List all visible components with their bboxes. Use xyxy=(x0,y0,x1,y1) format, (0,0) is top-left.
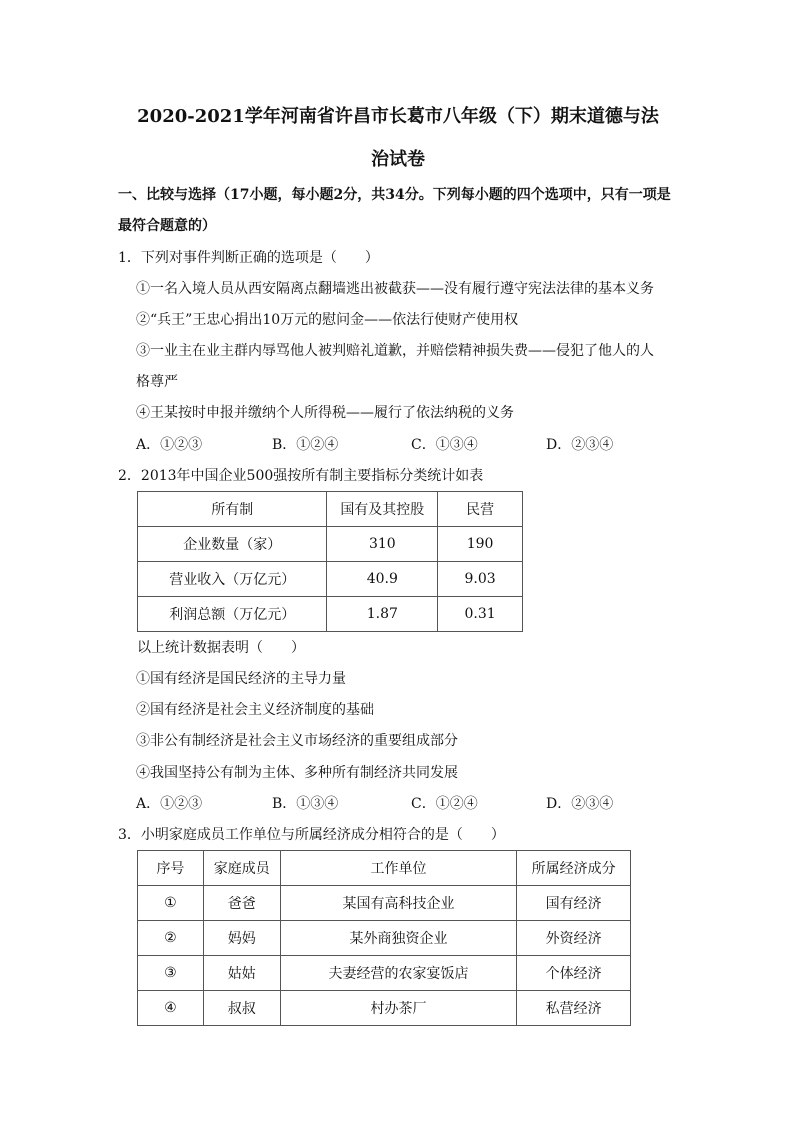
table-header-cell: 国有及其控股 xyxy=(327,492,438,527)
table-cell: 个体经济 xyxy=(517,956,631,991)
table-cell: ③ xyxy=(138,956,204,991)
table-cell: 夫妻经营的农家宴饭店 xyxy=(280,956,516,991)
table-row xyxy=(138,956,631,991)
table-cell: 0.31 xyxy=(438,597,523,632)
q3-family-table xyxy=(137,850,631,1026)
q2-option-d: D．②③④ xyxy=(546,796,614,812)
table-cell: 叔叔 xyxy=(203,991,280,1026)
q1-option-b: B．①②④ xyxy=(272,437,339,453)
table-cell: 40.9 xyxy=(327,562,438,597)
table-header-cell: 工作单位 xyxy=(280,851,516,886)
exam-title-line-1: 2020-2021学年河南省许昌市长葛市八年级（下）期末道德与法 xyxy=(137,106,659,127)
section-heading-line-2: 最符合题意的） xyxy=(118,218,216,234)
q1-option-d: D．②③④ xyxy=(546,437,614,453)
q2-item-2: ②国有经济是社会主义经济制度的基础 xyxy=(136,702,374,718)
table-cell: ① xyxy=(138,886,204,921)
table-header-cell: 所有制 xyxy=(138,492,327,527)
table-cell: 某国有高科技企业 xyxy=(280,886,516,921)
table-cell: 外资经济 xyxy=(517,921,631,956)
table-cell: 企业数量（家） xyxy=(138,527,327,562)
q1-item-3-continued: 格尊严 xyxy=(136,374,178,390)
table-cell: ④ xyxy=(138,991,204,1026)
q1-item-4: ④王某按时申报并缴纳个人所得税——履行了依法纳税的义务 xyxy=(136,405,514,421)
table-cell: 某外商独资企业 xyxy=(280,921,516,956)
q2-item-4: ④我国坚持公有制为主体、多种所有制经济共同发展 xyxy=(136,765,458,781)
table-cell: ② xyxy=(138,921,204,956)
table-cell: 村办茶厂 xyxy=(280,991,516,1026)
q2-item-3: ③非公有制经济是社会主义市场经济的重要组成部分 xyxy=(136,733,458,749)
table-cell: 私营经济 xyxy=(517,991,631,1026)
q2-prompt: 以上统计数据表明（ ） xyxy=(137,640,305,656)
q1-item-1: ①一名入境人员从西安隔离点翻墙逃出被截获——没有履行遵守宪法法律的基本义务 xyxy=(136,281,654,297)
table-cell: 190 xyxy=(438,527,523,562)
q1-stem: 1．下列对事件判断正确的选项是（ ） xyxy=(118,250,379,266)
q1-option-a: A．①②③ xyxy=(136,437,203,453)
table-row xyxy=(138,921,631,956)
q1-item-2: ②“兵王”王忠心捐出10万元的慰问金——依法行使财产使用权 xyxy=(136,312,519,328)
table-row xyxy=(138,851,631,886)
q2-option-c: C．①②④ xyxy=(411,796,478,812)
q3-stem: 3．小明家庭成员工作单位与所属经济成分相符合的是（ ） xyxy=(118,827,505,843)
table-row xyxy=(138,991,631,1026)
table-header-cell: 序号 xyxy=(138,851,204,886)
table-header-cell: 民营 xyxy=(438,492,523,527)
table-row xyxy=(138,597,523,632)
table-row xyxy=(138,562,523,597)
q2-option-a: A．①②③ xyxy=(136,796,203,812)
q2-option-b: B．①③④ xyxy=(272,796,339,812)
table-header-cell: 家庭成员 xyxy=(203,851,280,886)
table-cell: 爸爸 xyxy=(203,886,280,921)
q2-item-1: ①国有经济是国民经济的主导力量 xyxy=(136,671,346,687)
q2-stem: 2．2013年中国企业500强按所有制主要指标分类统计如表 xyxy=(118,468,484,484)
exam-title-line-2: 治试卷 xyxy=(371,149,425,170)
table-cell: 营业收入（万亿元） xyxy=(138,562,327,597)
table-cell: 妈妈 xyxy=(203,921,280,956)
table-row xyxy=(138,886,631,921)
q1-item-3: ③一业主在业主群内辱骂他人被判赔礼道歉，并赔偿精神损失费——侵犯了他人的人 xyxy=(136,343,654,359)
table-header-cell: 所属经济成分 xyxy=(517,851,631,886)
table-row xyxy=(138,492,523,527)
section-heading-line-1: 一、比较与选择（17小题，每小题2分，共34分。下列每小题的四个选项中，只有一项是 xyxy=(118,187,671,203)
table-cell: 310 xyxy=(327,527,438,562)
table-cell: 姑姑 xyxy=(203,956,280,991)
q1-option-c: C．①③④ xyxy=(411,437,478,453)
table-cell: 1.87 xyxy=(327,597,438,632)
q2-statistics-table xyxy=(137,491,523,632)
table-cell: 国有经济 xyxy=(517,886,631,921)
table-cell: 9.03 xyxy=(438,562,523,597)
table-cell: 利润总额（万亿元） xyxy=(138,597,327,632)
table-row xyxy=(138,527,523,562)
